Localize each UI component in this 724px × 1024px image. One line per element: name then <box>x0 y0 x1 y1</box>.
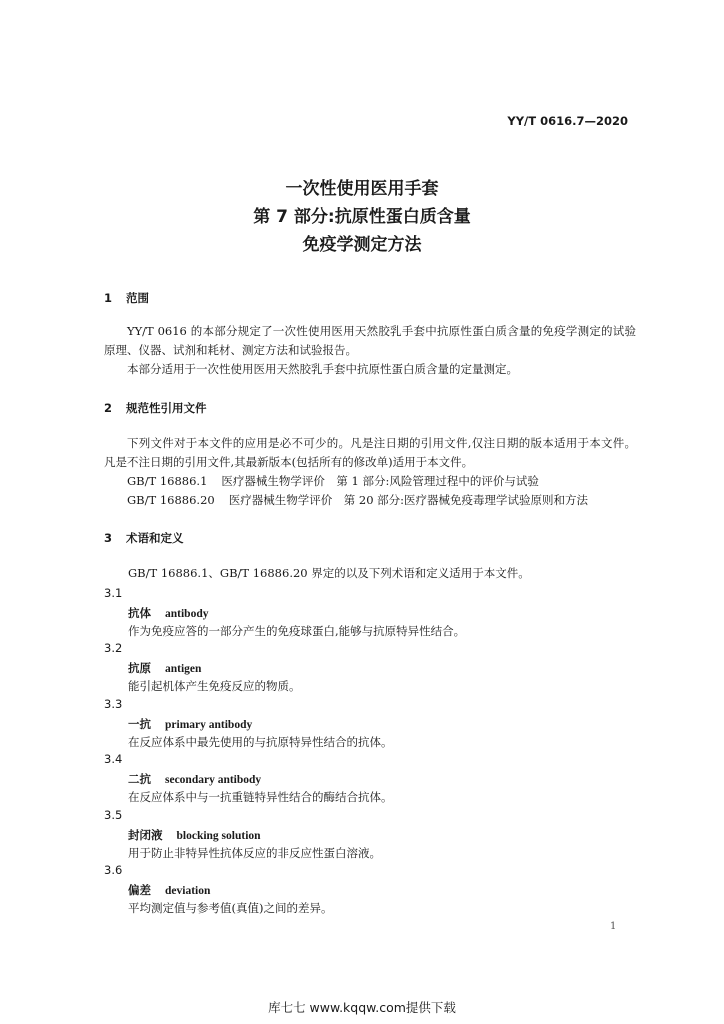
term-definition: 作为免疫应答的一部分产生的免疫球蛋白,能够与抗原特异性结合。 <box>128 624 466 638</box>
term-definition: 用于防止非特异性抗体反应的非反应性蛋白溶液。 <box>128 846 381 860</box>
term-zh: 一抗 <box>128 717 151 731</box>
term-zh: 抗体 <box>128 606 151 620</box>
term-number: 3.1 <box>104 586 123 600</box>
term-heading <box>128 882 210 898</box>
term-definition: 在反应体系中最先使用的与抗原特异性结合的抗体。 <box>128 735 393 749</box>
section-1-paragraph-1: YY/T 0616 的本部分规定了一次性使用医用天然胶乳手套中抗原性蛋白质含量的免疫学测定的试验原理、仪器、试剂和耗材、测定方法和试验报告。 <box>104 324 636 357</box>
doc-title-line3: 免疫学测定方法 <box>302 235 422 255</box>
reference-title: 医疗器械生物学评价 第 20 部分:医疗器械免疫毒理学试验原则和方法 <box>228 493 589 507</box>
term-number: 3.4 <box>104 752 123 766</box>
term-en: primary antibody <box>165 719 253 731</box>
term-heading <box>128 771 261 787</box>
section-number: 3 <box>104 531 113 545</box>
reference-title: 医疗器械生物学评价 第 1 部分:风险管理过程中的评价与试验 <box>221 474 539 488</box>
reference-2 <box>127 492 588 508</box>
term-heading <box>128 605 208 621</box>
section-title: 范围 <box>126 291 149 305</box>
term-definition: 能引起机体产生免疫反应的物质。 <box>128 679 301 693</box>
term-definition: 平均测定值与参考值(真值)之间的差异。 <box>128 901 333 915</box>
download-footer: 库七七 www.kqqw.com提供下载 <box>268 1000 456 1015</box>
section-1-paragraph-2: 本部分适用于一次性使用医用天然胶乳手套中抗原性蛋白质含量的定量测定。 <box>127 362 518 376</box>
term-zh: 偏差 <box>128 883 151 897</box>
term-zh: 抗原 <box>128 661 151 675</box>
term-en: deviation <box>165 885 211 897</box>
term-heading <box>128 827 261 843</box>
term-definition: 在反应体系中与一抗重链特异性结合的酶结合抗体。 <box>128 790 393 804</box>
section-3-intro: GB/T 16886.1、GB/T 16886.20 界定的以及下列术语和定义适用于本文件。 <box>128 566 530 580</box>
term-en: blocking solution <box>176 830 261 842</box>
reference-1 <box>127 473 539 489</box>
doc-title-line2: 第 7 部分:抗原性蛋白质含量 <box>253 207 471 227</box>
section-title: 术语和定义 <box>126 531 184 545</box>
reference-code: GB/T 16886.1 <box>127 474 208 488</box>
section-2-paragraph-1: 下列文件对于本文件的应用是必不可少的。凡是注日期的引用文件,仅注日期的版本适用于本文件。凡是不注日期的引用文件,其最新版本(包括所有的修改单)适用于本文件。 <box>104 436 636 469</box>
term-number: 3.2 <box>104 641 123 655</box>
term-heading <box>128 716 252 732</box>
doc-title-line1: 一次性使用医用手套 <box>285 179 439 199</box>
term-en: antigen <box>165 663 202 675</box>
term-en: antibody <box>165 608 209 620</box>
reference-code: GB/T 16886.20 <box>127 493 215 507</box>
term-zh: 封闭液 <box>128 828 163 842</box>
section-3-heading <box>104 530 184 546</box>
term-number: 3.3 <box>104 697 123 711</box>
standard-number: YY/T 0616.7—2020 <box>507 114 628 128</box>
section-1-heading <box>104 290 149 306</box>
page-number: 1 <box>610 921 617 932</box>
term-heading <box>128 660 201 676</box>
section-number: 2 <box>104 401 113 415</box>
section-title: 规范性引用文件 <box>126 401 207 415</box>
term-number: 3.5 <box>104 808 123 822</box>
term-en: secondary antibody <box>165 774 262 786</box>
section-2-heading <box>104 400 207 416</box>
section-number: 1 <box>104 291 113 305</box>
term-number: 3.6 <box>104 863 123 877</box>
term-zh: 二抗 <box>128 772 151 786</box>
